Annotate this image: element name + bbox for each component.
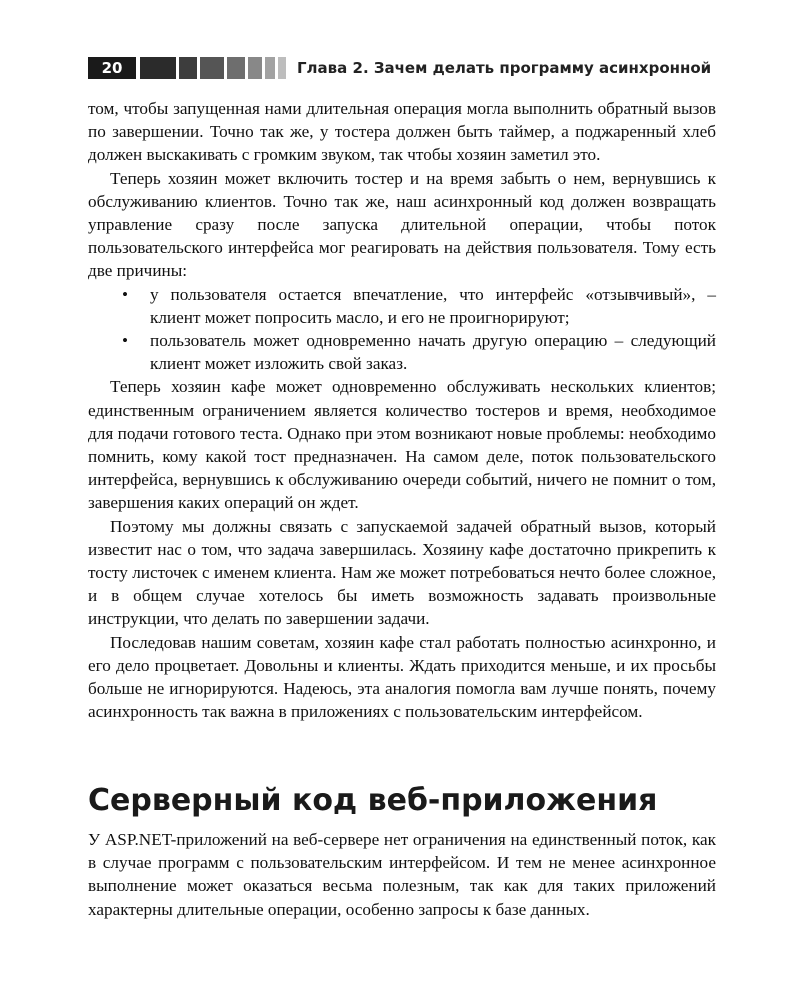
running-header (88, 57, 714, 79)
section-heading: Серверный код веб-приложения (88, 783, 658, 818)
paragraph: У ASP.NET-приложений на веб-сервере нет ограничения на единственный поток, как в случае программ с пользовательским интерфейсом. И тем не менее асинхронное выполнение может оказаться весьма полезным, так как для таких приложений характерны длительные операции, особенно запросы к базе данных. (88, 830, 716, 919)
list-item (88, 283, 716, 329)
chapter-title: Глава 2. Зачем делать программу асинхронной (297, 59, 712, 77)
paragraph: Последовав нашим советам, хозяин кафе стал работать полностью асинхронно, и его дело процветает. Довольны и клиенты. Ждать приходится меньше, и их просьбы больше не игнорируются. Надеюсь, эта аналогия помогла вам лучше понять, почему асинхронность так важна в приложениях с пользовательским интерфейсом. (88, 632, 716, 722)
paragraph: Теперь хозяин может включить тостер и на время забыть о нем, вернувшись к обслуживанию клиентов. Точно так же, наш асинхронный код должен возвращать управление сразу после запуска длительной операции, чтобы поток пользовательского интерфейса мог реагировать на действия пользователя. Тому есть две причины: (88, 168, 716, 281)
list-item-text: пользователь может одновременно начать другую операцию – следующий клиент может изложить свой заказ. (150, 331, 716, 374)
header-bar (227, 57, 245, 79)
main-text (88, 97, 716, 723)
paragraph: том, чтобы запущенная нами длительная операция могла выполнить обратный вызов по завершении. Точно так же, у тостера должен быть таймер, а поджаренный хлеб должен выскакивать с громким звуком, так чтобы хозяин заметил это. (88, 99, 716, 165)
header-bar (248, 57, 262, 79)
list-item (88, 329, 716, 375)
header-bar (200, 57, 224, 79)
list-item-text: у пользователя остается впечатление, что интерфейс «отзывчивый», – клиент может попросить масло, и его не проигнорируют; (150, 284, 716, 327)
header-bar (278, 57, 286, 79)
bullet-icon: • (122, 284, 129, 304)
section-text (88, 828, 716, 921)
header-bars (140, 57, 289, 79)
header-bar (179, 57, 197, 79)
page-number: 20 (88, 57, 136, 79)
header-bar (140, 57, 176, 79)
header-bar (265, 57, 275, 79)
bullet-icon: • (122, 331, 129, 351)
paragraph: Теперь хозяин кафе может одновременно обслуживать нескольких клиентов; единственным ограничением является количество тостеров и время, необходимое для подачи готового теста. Однако при этом возникают новые проблемы: необходимо помнить, кому какой тост предназначен. На самом деле, поток пользовательского интерфейса, вернувшись к обслуживанию очереди событий, ничего не помнит о том, завершения каких операций он ждет. (88, 377, 716, 513)
bullet-list (88, 283, 716, 376)
paragraph: Поэтому мы должны связать с запускаемой задачей обратный вызов, который известит нас о том, что задача завершилась. Хозяину кафе достаточно прикрепить к тосту листочек с именем клиента. Нам же может потребоваться нечто более сложное, и в общем случае хотелось бы иметь возможность задавать произвольные инструкции, что делать по завершении задачи. (88, 516, 716, 629)
